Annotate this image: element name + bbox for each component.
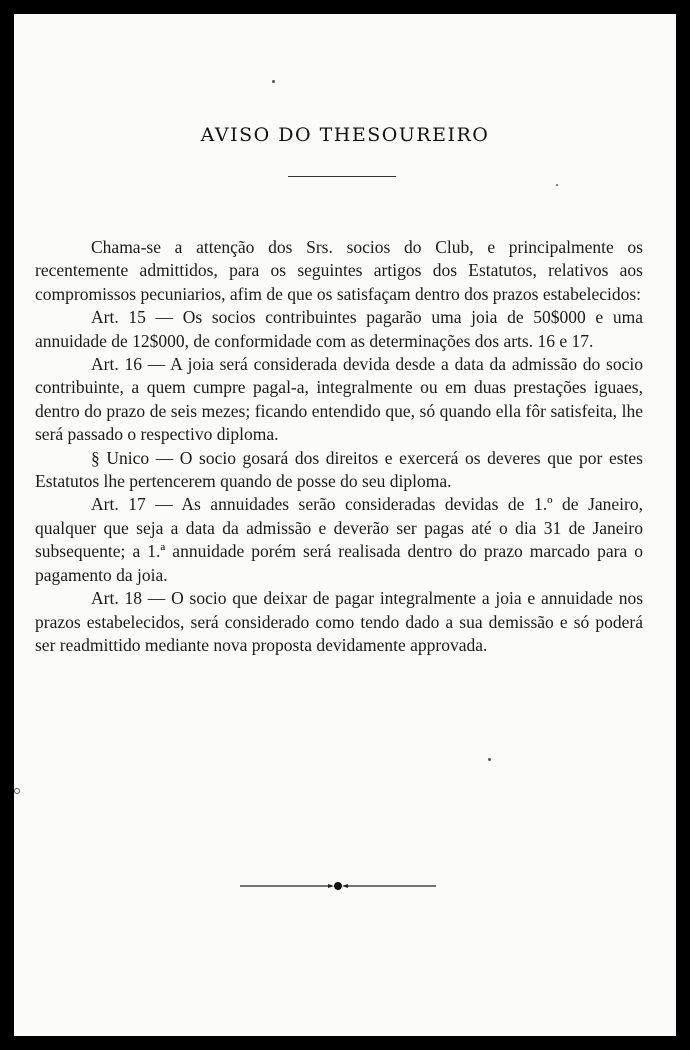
article-17-paragraph: Art. 17 — As annuidades serão consideradas devidas de 1.º de Janeiro, qualquer que seja a data da admissão e deverão ser pagas até o dia 31 de Janeiro subsequente; a 1.ª annuidade porém será realisada dentro do prazo marcado para o pagamento da joia. [35,494,643,585]
print-speck [14,788,20,794]
closing-ornament [240,880,436,892]
intro-paragraph: Chama-se a attenção dos Srs. socios do Club, e principalmente os recentemente admittidos, para os seguintes artigos dos Estatutos, relativos aos compromissos pecuniarios, afim de que os satisfaçam dentro dos prazos estabelecidos: [35,237,643,304]
print-speck [488,758,491,761]
document-page [14,14,676,1036]
title-divider [288,176,396,177]
article-18-paragraph: Art. 18 — O socio que deixar de pagar integralmente a joia e annuidade nos prazos estabelecidos, será considerado como tendo dado a sua demissão e só poderá ser readmittido mediante nova proposta devidamente approvada. [35,588,643,655]
notice-title: AVISO DO THESOUREIRO [200,124,490,146]
article-15-paragraph: Art. 15 — Os socios contribuintes pagarão uma joia de 50$000 e uma annuidade de 12$000, de conformidade com as determinações dos arts. 16 e 17. [35,307,643,351]
print-speck [556,184,558,186]
ornament-left-tip [328,884,334,888]
sole-paragraph: § Unico — O socio gosará dos direitos e exercerá os deveres que por estes Estatutos lhe pertencerem quando de posse do seu diploma. [35,447,643,492]
notice-body [35,236,643,657]
article-16-paragraph: Art. 16 — A joia será considerada devida desde a data da admissão do socio contribuinte, a quem cumpre pagal-a, integralmente ou em duas prestações iguaes, dentro do prazo de seis mezes; ficando entendido que, só quando ella fôr satisfeita, lhe será passado o respectivo diploma. [35,354,643,445]
ornament-center-dot [334,882,342,890]
print-speck [272,80,275,83]
